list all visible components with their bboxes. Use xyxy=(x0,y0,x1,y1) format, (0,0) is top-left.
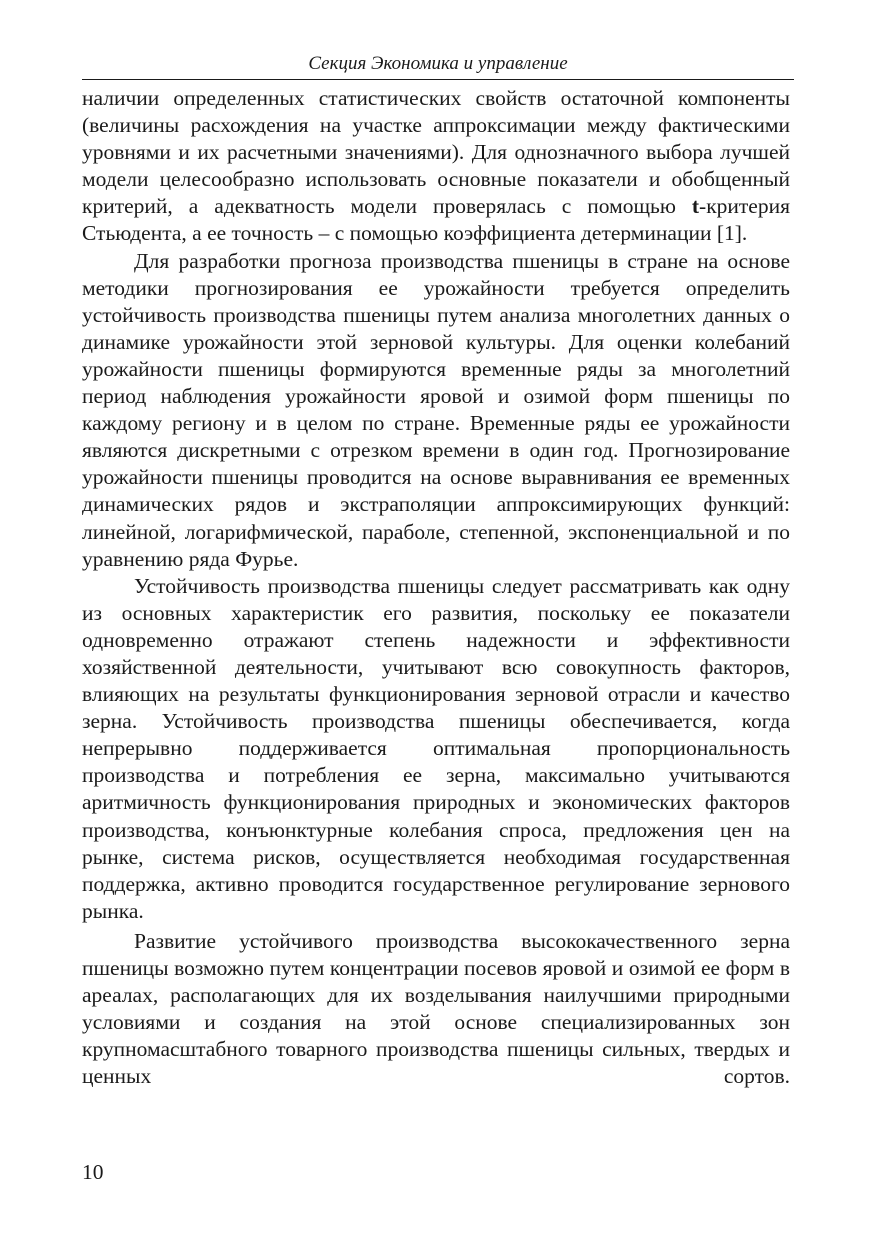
header-divider xyxy=(82,79,794,80)
paragraph-text-part: наличии определенных статистических свойств остаточной компоненты (величины расхождения на участке аппроксимации между фактическими уровнями и их расчетными значениями). Для однозначного выбора лучшей модели целесообразно использовать основные показатели и обобщенный критерий, а адекватность модели проверялась с помощью xyxy=(82,86,790,219)
paragraph-sustainable-development: Развитие устойчивого производства высококачественного зерна пшеницы возможно путем концентрации посевов яровой и озимой ее форм в ареалах, располагающих для их возделывания наилучшими природными условиями и создания на этой основе специализированных зон крупномасштабного товарного производства пшеницы сильных, твердых и ценных сортов. xyxy=(82,928,790,1089)
paragraph-production-stability: Устойчивость производства пшеницы следует рассматривать как одну из основных характеристик его развития, поскольку ее показатели одновременно отражают степень надежности и эффективности хозяйственной деятельности, учитывают всю совокупность факторов, влияющих на результаты функционирования зерновой отрасли и качество зерна. Устойчивость производства пшеницы обеспечивается, когда непрерывно поддерживается оптимальная пропорциональность производства и потребления ее зерна, максимально учитываются аритмичность функционирования природных и экономических факторов производства, конъюнктурные колебания спроса, предложения цен на рынке, система рисков, осуществляется необходимая государственная поддержка, активно проводится государственное регулирование зернового рынка. xyxy=(82,573,790,923)
t-test-bold-letter: t xyxy=(691,194,700,219)
paragraph-text-part: -критерия Стьюдента, а ее точность – с помощью коэффициента детерминации [1]. xyxy=(82,194,790,246)
page-number: 10 xyxy=(82,1160,104,1184)
paragraph-continuation xyxy=(82,85,790,248)
running-header: Секция Экономика и управление xyxy=(308,53,568,74)
body-text xyxy=(82,85,790,1090)
paragraph-forecast-method: Для разработки прогноза производства пшеницы в стране на основе методики прогнозирования ее урожайности требуется определить устойчивость производства пшеницы путем анализа многолетних данных о динамике урожайности этой зерновой культуры. Для оценки колебаний урожайности пшеницы формируются временные ряды за многолетний период наблюдения урожайности яровой и озимой форм пшеницы по каждому региону и в целом по стране. Временные ряды ее урожайности являются дискретными с отрезком времени в один год. Прогнозирование урожайности пшеницы проводится на основе выравнивания ее временных динамических рядов и экстраполяции аппроксимирующих функций: линейной, логарифмической, параболе, степенной, экспоненциальной и по уравнению ряда Фурье. xyxy=(82,248,790,571)
